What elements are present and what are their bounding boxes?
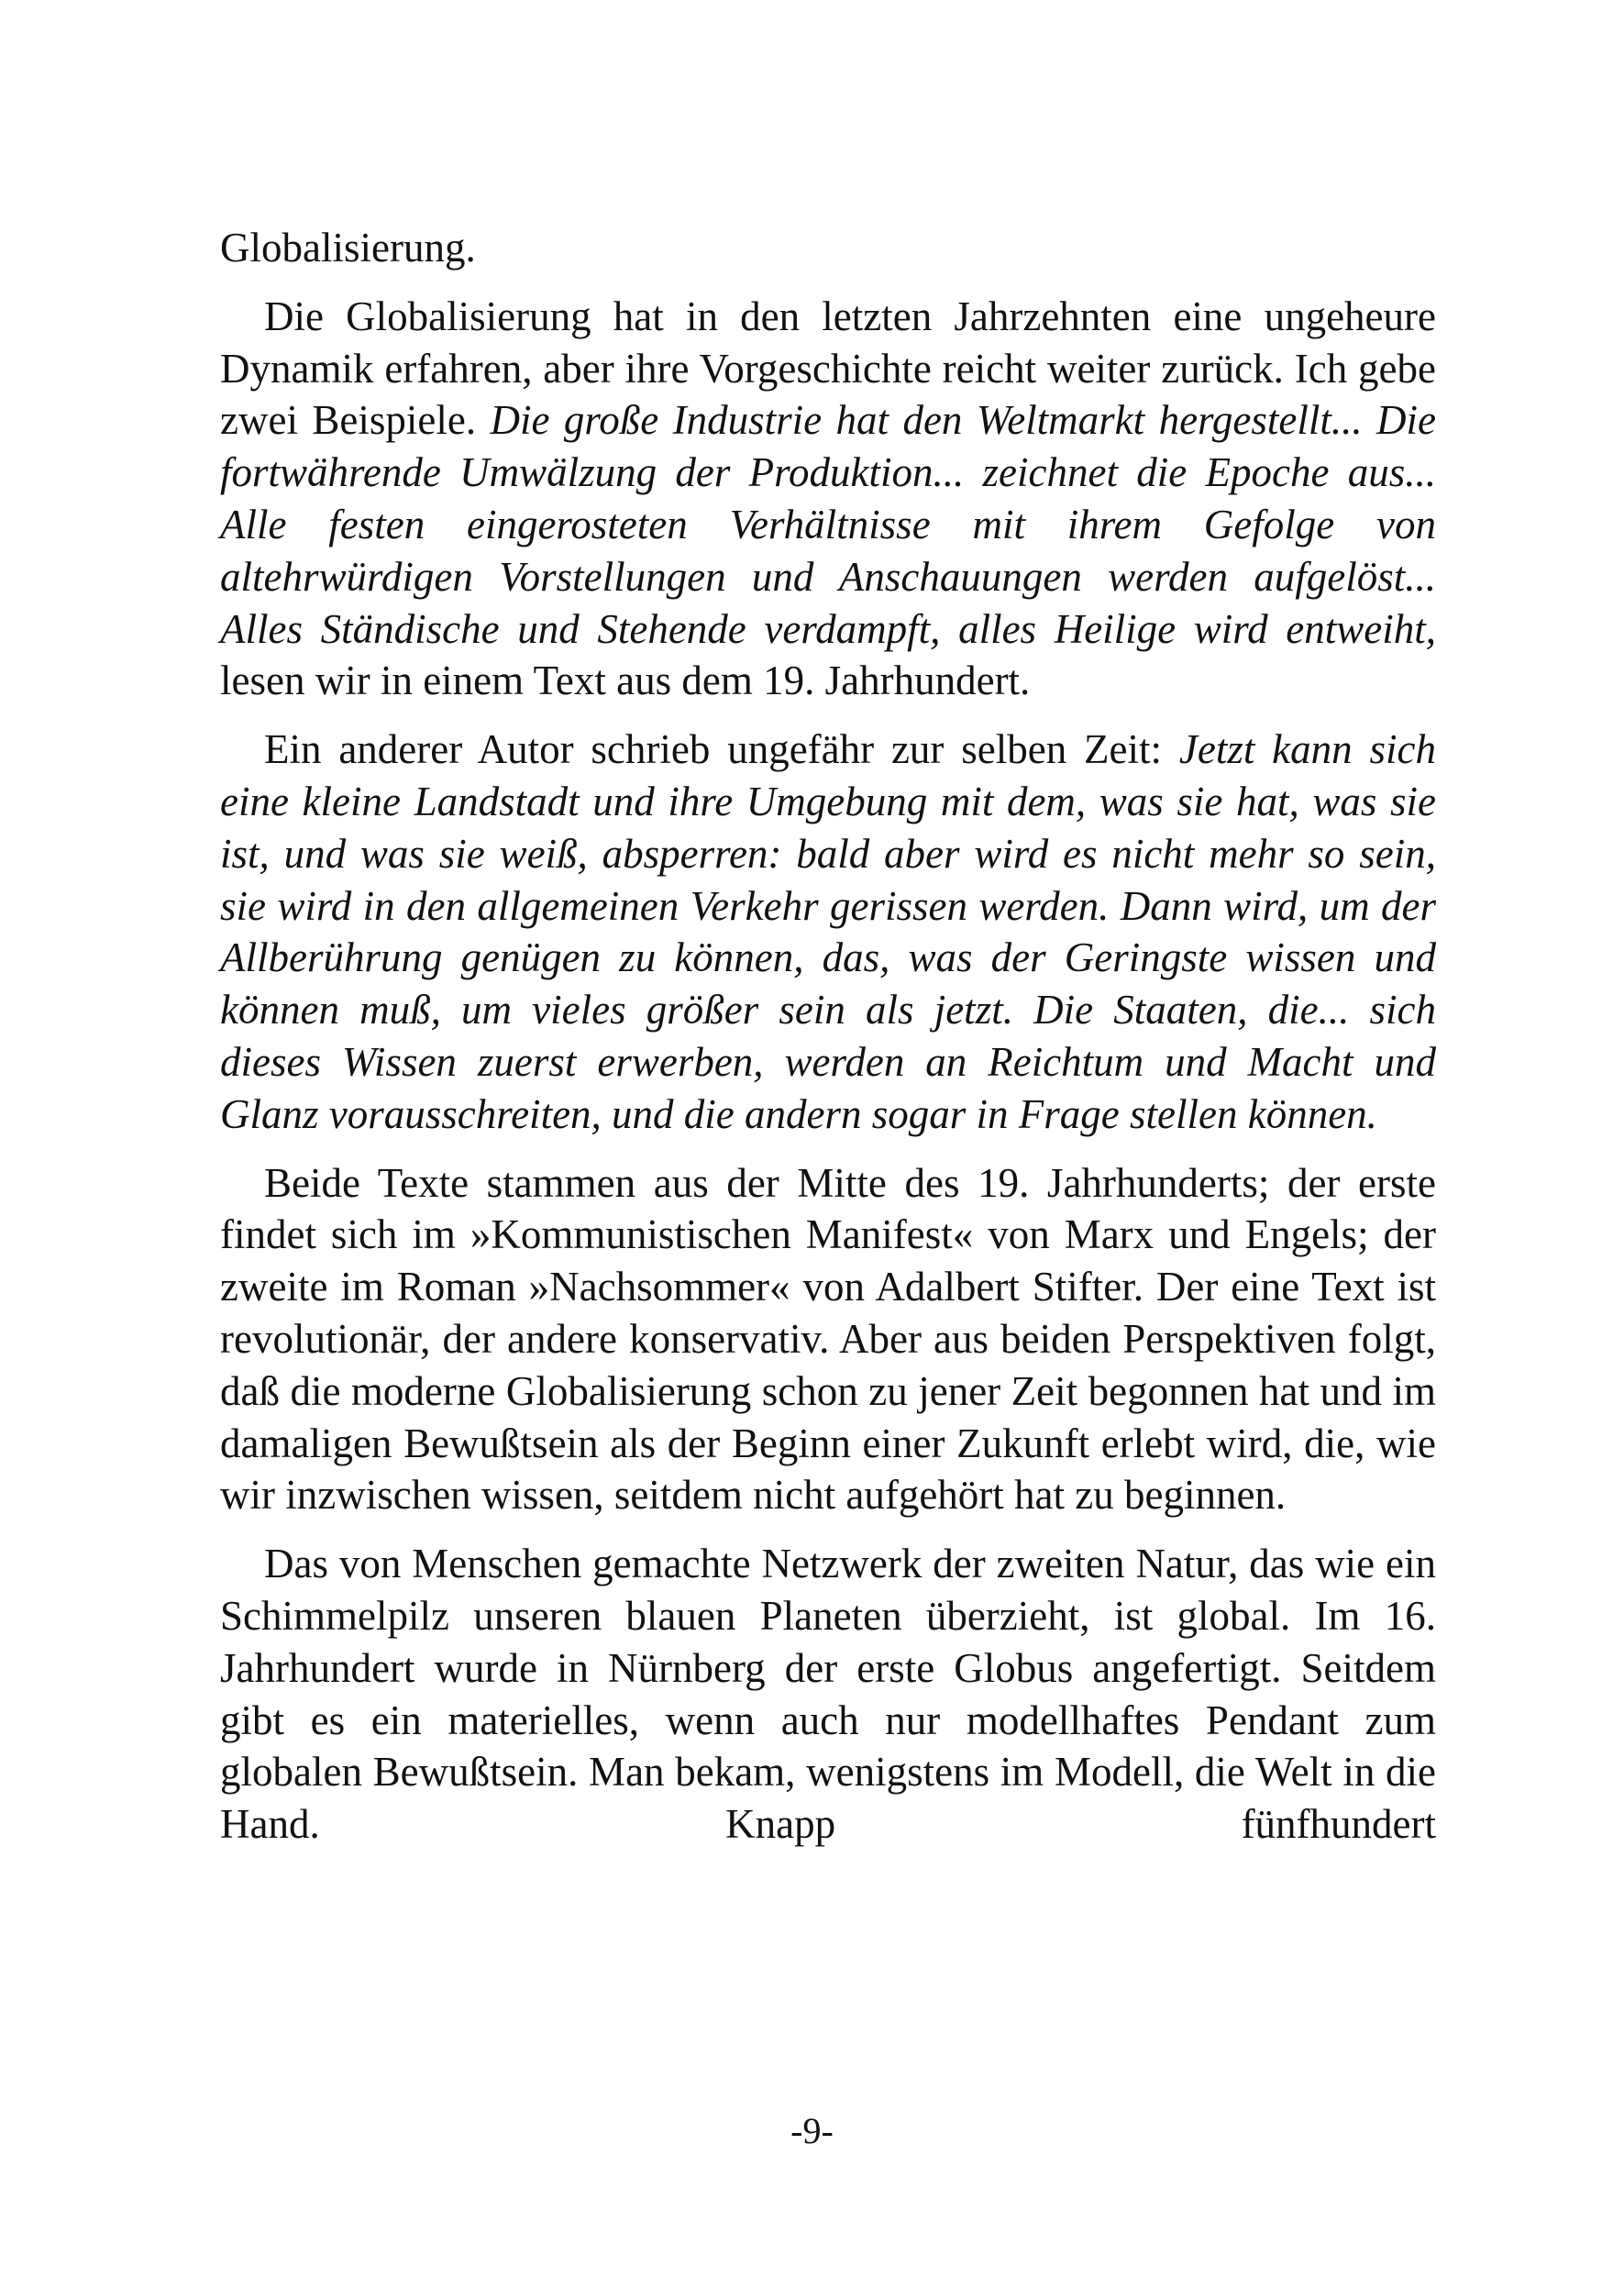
paragraph-2-lead: Ein anderer Autor schrieb ungefähr zur selben Zeit: <box>264 726 1179 773</box>
continued-text: Globalisierung. <box>220 225 476 271</box>
paragraph-1 <box>220 291 1436 707</box>
paragraph-2-quote: Jetzt kann sich eine kleine Landstadt und ihre Umgebung mit dem, was sie hat, was sie ist, und was sie weiß, absperren: bald aber wird es nicht mehr so sein, sie wird in den allgemeinen Verkehr gerissen werden. Dann wird, um der Allberührung genügen zu können, das, was der Geringste wissen und können muß, um vieles größer sein als jetzt. Die Staaten, die... sich dieses Wissen zuerst erwerben, werden an Reichtum und Macht und Glanz vorausschreiten, und die andern sogar in Frage stellen können. <box>220 726 1436 1137</box>
paragraph-2 <box>220 724 1436 1140</box>
paragraph-1-tail: lesen wir in einem Text aus dem 19. Jahrhundert. <box>220 658 1031 704</box>
paragraph-1-lead: Die Globalisierung hat in den letzten Jahrzehnten eine ungeheure Dynamik erfahren, aber ihre Vorgeschichte reicht weiter zurück. Ich gebe zwei Beispiele. <box>220 293 1436 444</box>
paragraph-4 <box>220 1538 1436 1851</box>
paragraph-1-quote: Die große Industrie hat den Weltmarkt hergestellt... Die fortwährende Umwälzung der Produktion... zeichnet die Epoche aus... Alle festen eingerosteten Verhältnisse mit ihrem Gefolge von altehrwürdigen Vorstellungen und Anschauungen werden aufgelöst... Alles Ständische und Stehende verdampft, alles Heilige wird entweiht, <box>220 397 1437 652</box>
paragraph-3 <box>220 1157 1436 1522</box>
page-body <box>220 222 1436 1867</box>
paragraph-4-text: Das von Menschen gemachte Netzwerk der zweiten Natur, das wie ein Schimmelpilz unseren blauen Planeten überzieht, ist global. Im 16. Jahrhundert wurde in Nürnberg der erste Globus angefertigt. Seitdem gibt es ein materielles, wenn auch nur modellhaftes Pendant zum globalen Bewußtsein. Man bekam, wenigstens im Modell, die Welt in die Hand. Knapp fünfhundert <box>220 1541 1436 1848</box>
paragraph-3-text: Beide Texte stammen aus der Mitte des 19. Jahrhunderts; der erste findet sich im »Kommunistischen Manifest« von Marx und Engels; der zweite im Roman »Nachsommer« von Adalbert Stifter. Der eine Text ist revolutionär, der andere konservativ. Aber aus beiden Perspektiven folgt, daß die moderne Globalisierung schon zu jener Zeit begonnen hat und im damaligen Bewußtsein als der Beginn einer Zukunft erlebt wird, die, wie wir inzwischen wissen, seitdem nicht aufgehört hat zu beginnen. <box>220 1159 1436 1519</box>
continued-paragraph <box>220 222 1436 274</box>
page-number: -9- <box>790 2110 834 2151</box>
